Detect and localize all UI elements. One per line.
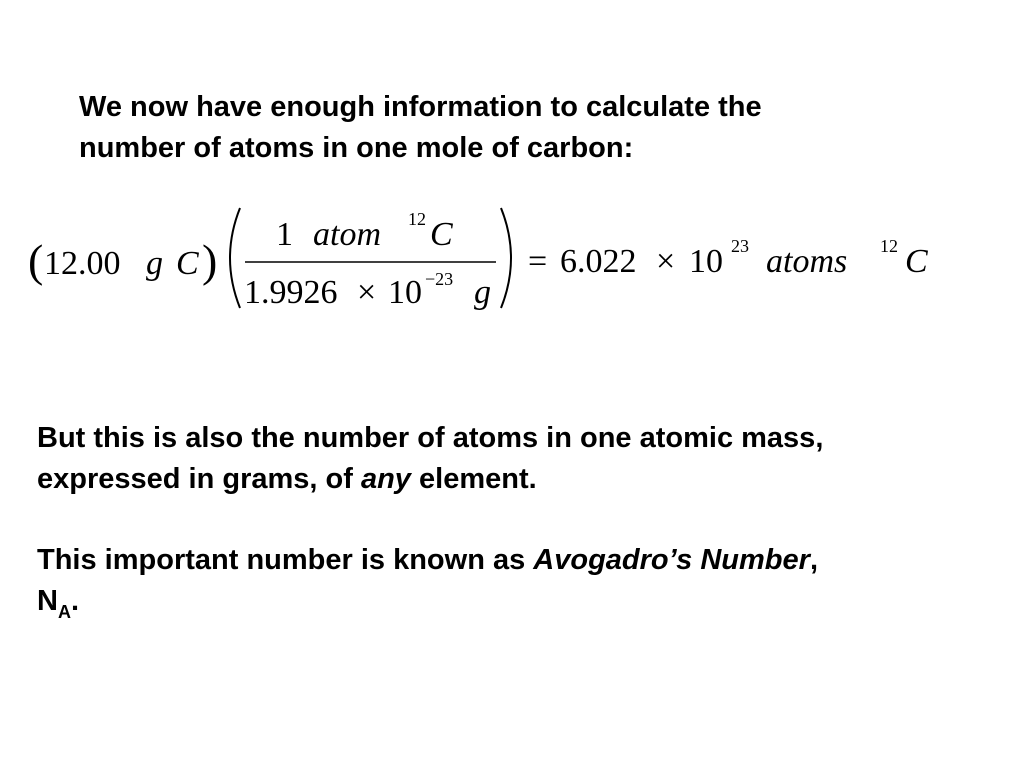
mass-value: 12.00 xyxy=(44,245,121,282)
numerator-unit: atom xyxy=(313,216,381,253)
note-paragraph xyxy=(37,418,997,500)
avogadro-symbol-subscript: A xyxy=(57,602,71,622)
left-paren-mass-close: ) xyxy=(202,235,218,286)
mass-unit: g xyxy=(146,245,163,282)
denominator-mantissa: 1.9926 xyxy=(244,274,338,311)
note-line-2-start: expressed in grams, of xyxy=(37,463,361,495)
denominator-unit: g xyxy=(474,274,491,311)
denominator-exponent: −23 xyxy=(425,269,454,289)
avogadro-paragraph xyxy=(37,540,997,633)
note-line-2 xyxy=(37,459,997,500)
avogadro-line-1-start: This important number is known as xyxy=(37,544,534,576)
numerator-isotope-symbol: C xyxy=(430,216,453,253)
equals-sign: = xyxy=(528,243,548,280)
result-mantissa: 6.022 xyxy=(560,243,637,280)
left-paren-mass-open: ( xyxy=(28,235,44,286)
result-isotope-symbol: C xyxy=(905,243,928,280)
mass-element: C xyxy=(176,245,199,282)
fraction-open-bracket xyxy=(230,208,240,308)
avogadro-symbol: N xyxy=(37,585,58,617)
avogadro-number-term: Avogadro’s Number xyxy=(533,544,810,576)
fraction-close-bracket xyxy=(501,208,511,308)
intro-line-1: We now have enough information to calculate the xyxy=(79,91,762,123)
numerator-isotope-mass-number: 12 xyxy=(408,209,426,229)
note-line-1: But this is also the number of atoms in one atomic mass, xyxy=(37,422,824,454)
result-unit: atoms xyxy=(766,243,848,280)
result-power-base: 10 xyxy=(689,243,723,280)
avogadro-line-2 xyxy=(37,581,997,633)
avogadro-calculation-equation xyxy=(0,195,1024,325)
intro-paragraph xyxy=(79,87,979,169)
denominator-times-sign: × xyxy=(357,274,377,311)
numerator-count: 1 xyxy=(276,216,293,253)
intro-line-2: number of atoms in one mole of carbon: xyxy=(79,132,634,164)
avogadro-line-1 xyxy=(37,540,997,581)
avogadro-line-2-end: . xyxy=(70,585,80,617)
note-line-2-end: element. xyxy=(410,463,537,495)
note-emphasis-any: any xyxy=(360,463,411,495)
result-isotope-mass-number: 12 xyxy=(880,236,898,256)
result-times-sign: × xyxy=(656,243,676,280)
denominator-power-base: 10 xyxy=(388,274,422,311)
avogadro-line-1-end: , xyxy=(809,544,818,576)
result-exponent: 23 xyxy=(731,236,749,256)
